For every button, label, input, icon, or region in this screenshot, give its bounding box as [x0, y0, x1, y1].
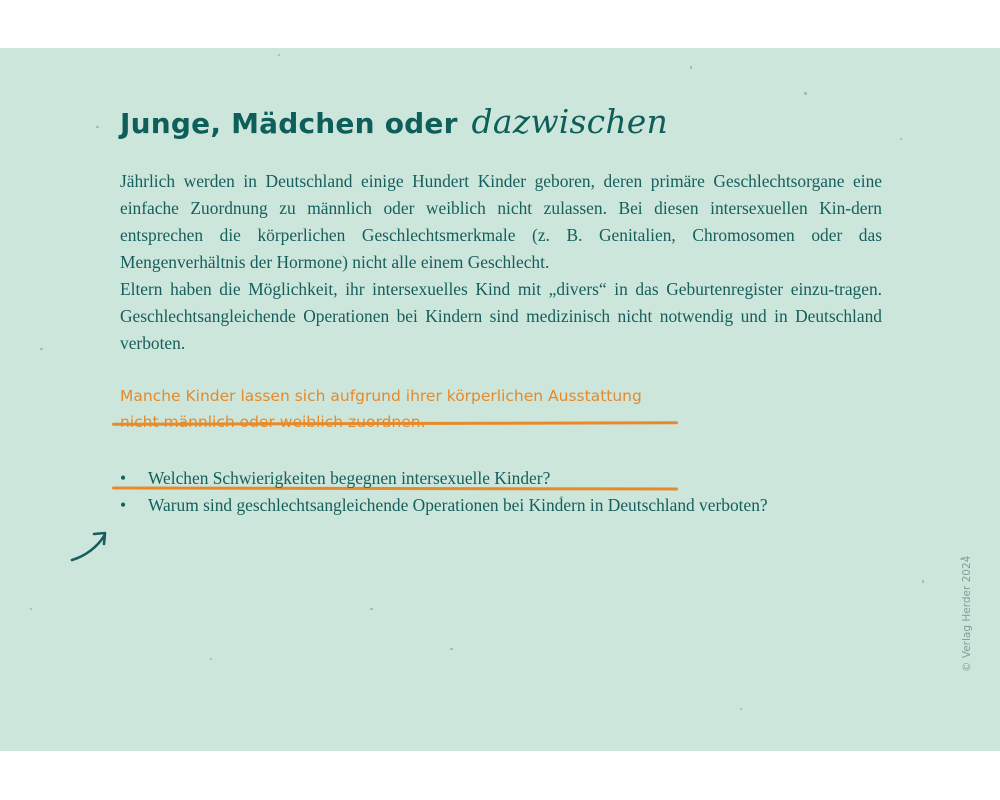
title-main: Junge, Mädchen oder [120, 107, 458, 140]
question-text: Warum sind geschlechtsangleichende Operationen bei Kindern in Deutschland verboten? [148, 495, 768, 515]
body-text [120, 168, 882, 357]
question-list [120, 465, 768, 519]
curved-arrow-icon [68, 480, 112, 566]
list-item [120, 465, 768, 492]
paragraph-1: Jährlich werden in Deutschland einige Hundert Kinder geboren, deren primäre Geschlechtsorgane eine einfache Zuordnung zu männlich oder weiblich nicht zulassen. Bei diesen intersexuellen Kin-dern entsprechen die körperlichen Geschlechtsmerkmale (z. B. Genitalien, Chromosomen oder das Mengenverhältnis der Hormone) nicht alle einem Geschlecht. [120, 171, 882, 272]
paragraph-2: Eltern haben die Möglichkeit, ihr intersexuelles Kind mit „divers“ in das Geburtenregister einzu-tragen. Geschlechtsangleichende Operationen bei Kindern sind medizinisch nicht notwendig und in Deutschland verboten. [120, 279, 882, 353]
copyright-text: © Verlag Herder 2024 [961, 555, 973, 672]
bullet: • [120, 495, 127, 515]
page-title [120, 102, 668, 141]
callout-text: Manche Kinder lassen sich aufgrund ihrer körperlichen Ausstattung nicht männlich oder weiblich zuordnen. [120, 387, 642, 431]
question-text: Welchen Schwierigkeiten begegnen intersexuelle Kinder? [148, 468, 551, 488]
title-accent: dazwischen [471, 102, 668, 141]
list-item [120, 492, 768, 519]
bullet: • [120, 468, 127, 488]
